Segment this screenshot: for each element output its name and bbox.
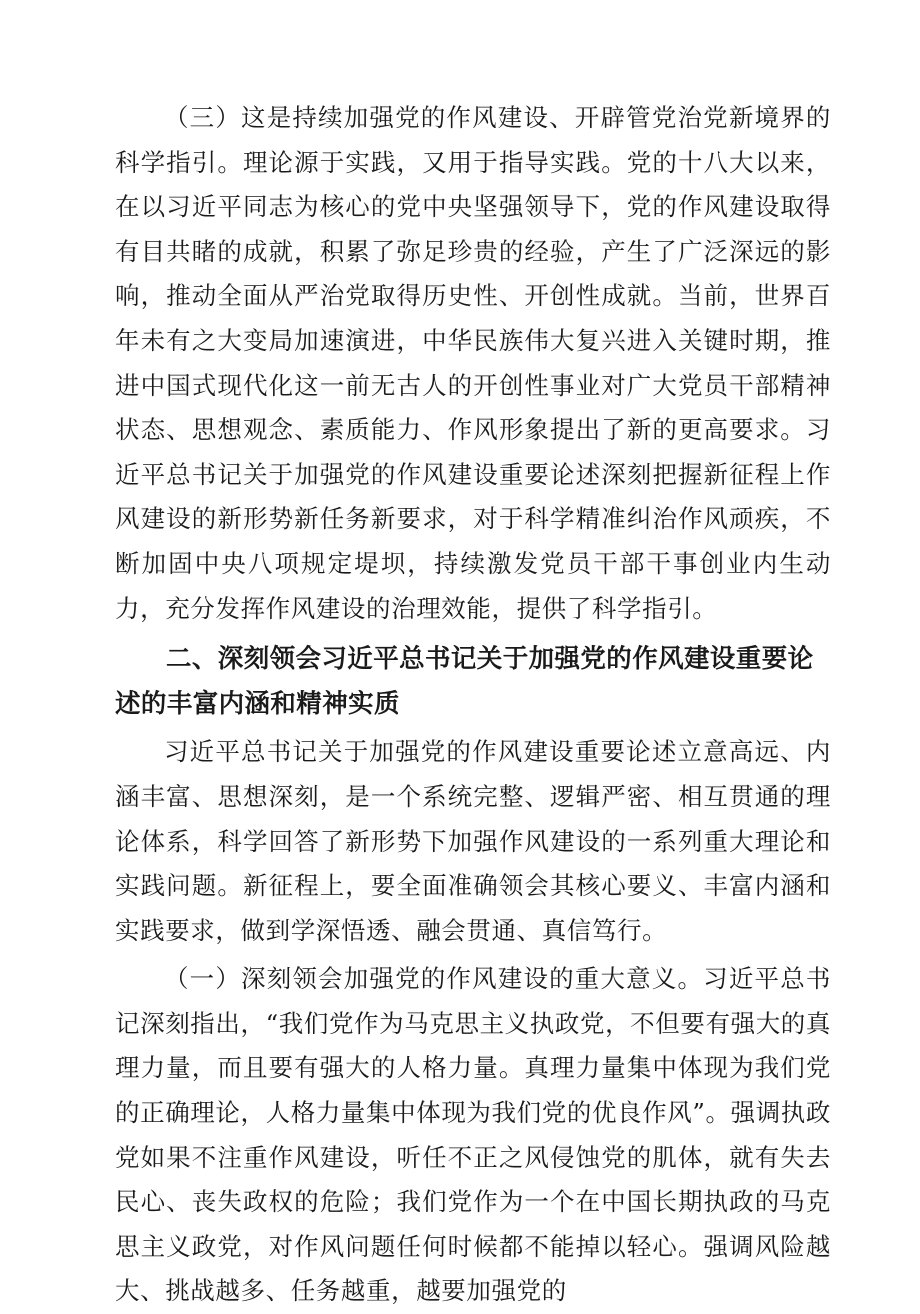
paragraph-section-2-intro: 习近平总书记关于加强党的作风建设重要论述立意高远、内涵丰富、思想深刻，是一个系统完整、逻辑严密、相互贯通的理论体系，科学回答了新形势下加强作风建设的一系列重大理论和实践问题。新征程上，要全面准确领会其核心要义、丰富内涵和实践要求，做到学深悟透、融会贯通、真信笃行。 bbox=[115, 737, 831, 945]
paragraph-section-3-guidance: （三）这是持续加强党的作风建设、开辟管党治党新境界的科学指引。理论源于实践，又用于指导实践。党的十八大以来，在以习近平同志为核心的党中央坚强领导下，党的作风建设取得有目共睹的成就，积累了弥足珍贵的经验，产生了广泛深远的影响，推动全面从严治党取得历史性、开创性成就。当前，世界百年未有之大变局加速演进，中华民族伟大复兴进入关键时期，推进中国式现代化这一前无古人的开创性事业对广大党员干部精神状态、思想观念、素质能力、作风形象提出了新的更高要求。习近平总书记关于加强党的作风建设重要论述深刻把握新征程上作风建设的新形势新任务新要求，对于科学精准纠治作风顽疾，不断加固中央八项规定堤坝，持续激发党员干部干事创业内生动力，充分发挥作风建设的治理效能，提供了科学指引。 bbox=[115, 103, 831, 623]
paragraph-subsection-1-significance: （一）深刻领会加强党的作风建设的重大意义。习近平总书记深刻指出，“我们党作为马克思主义执政党，不但要有强大的真理力量，而且要有强大的人格力量。真理力量集中体现为我们党的正确理论，人格力量集中体现为我们党的优良作风”。强调执政党如果不注重作风建设，听任不正之风侵蚀党的肌体，就有失去民心、丧失政权的危险；我们党作为一个在中国长期执政的马克思主义政党，对作风问题任何时候都不能掉以轻心。强调风险越大、挑战越多、任务越重，越要加强党的 bbox=[115, 964, 831, 1306]
section-heading-2: 二、深刻领会习近平总书记关于加强党的作风建设重要论述的丰富内涵和精神实质 bbox=[115, 644, 814, 719]
document-page bbox=[115, 96, 831, 1314]
